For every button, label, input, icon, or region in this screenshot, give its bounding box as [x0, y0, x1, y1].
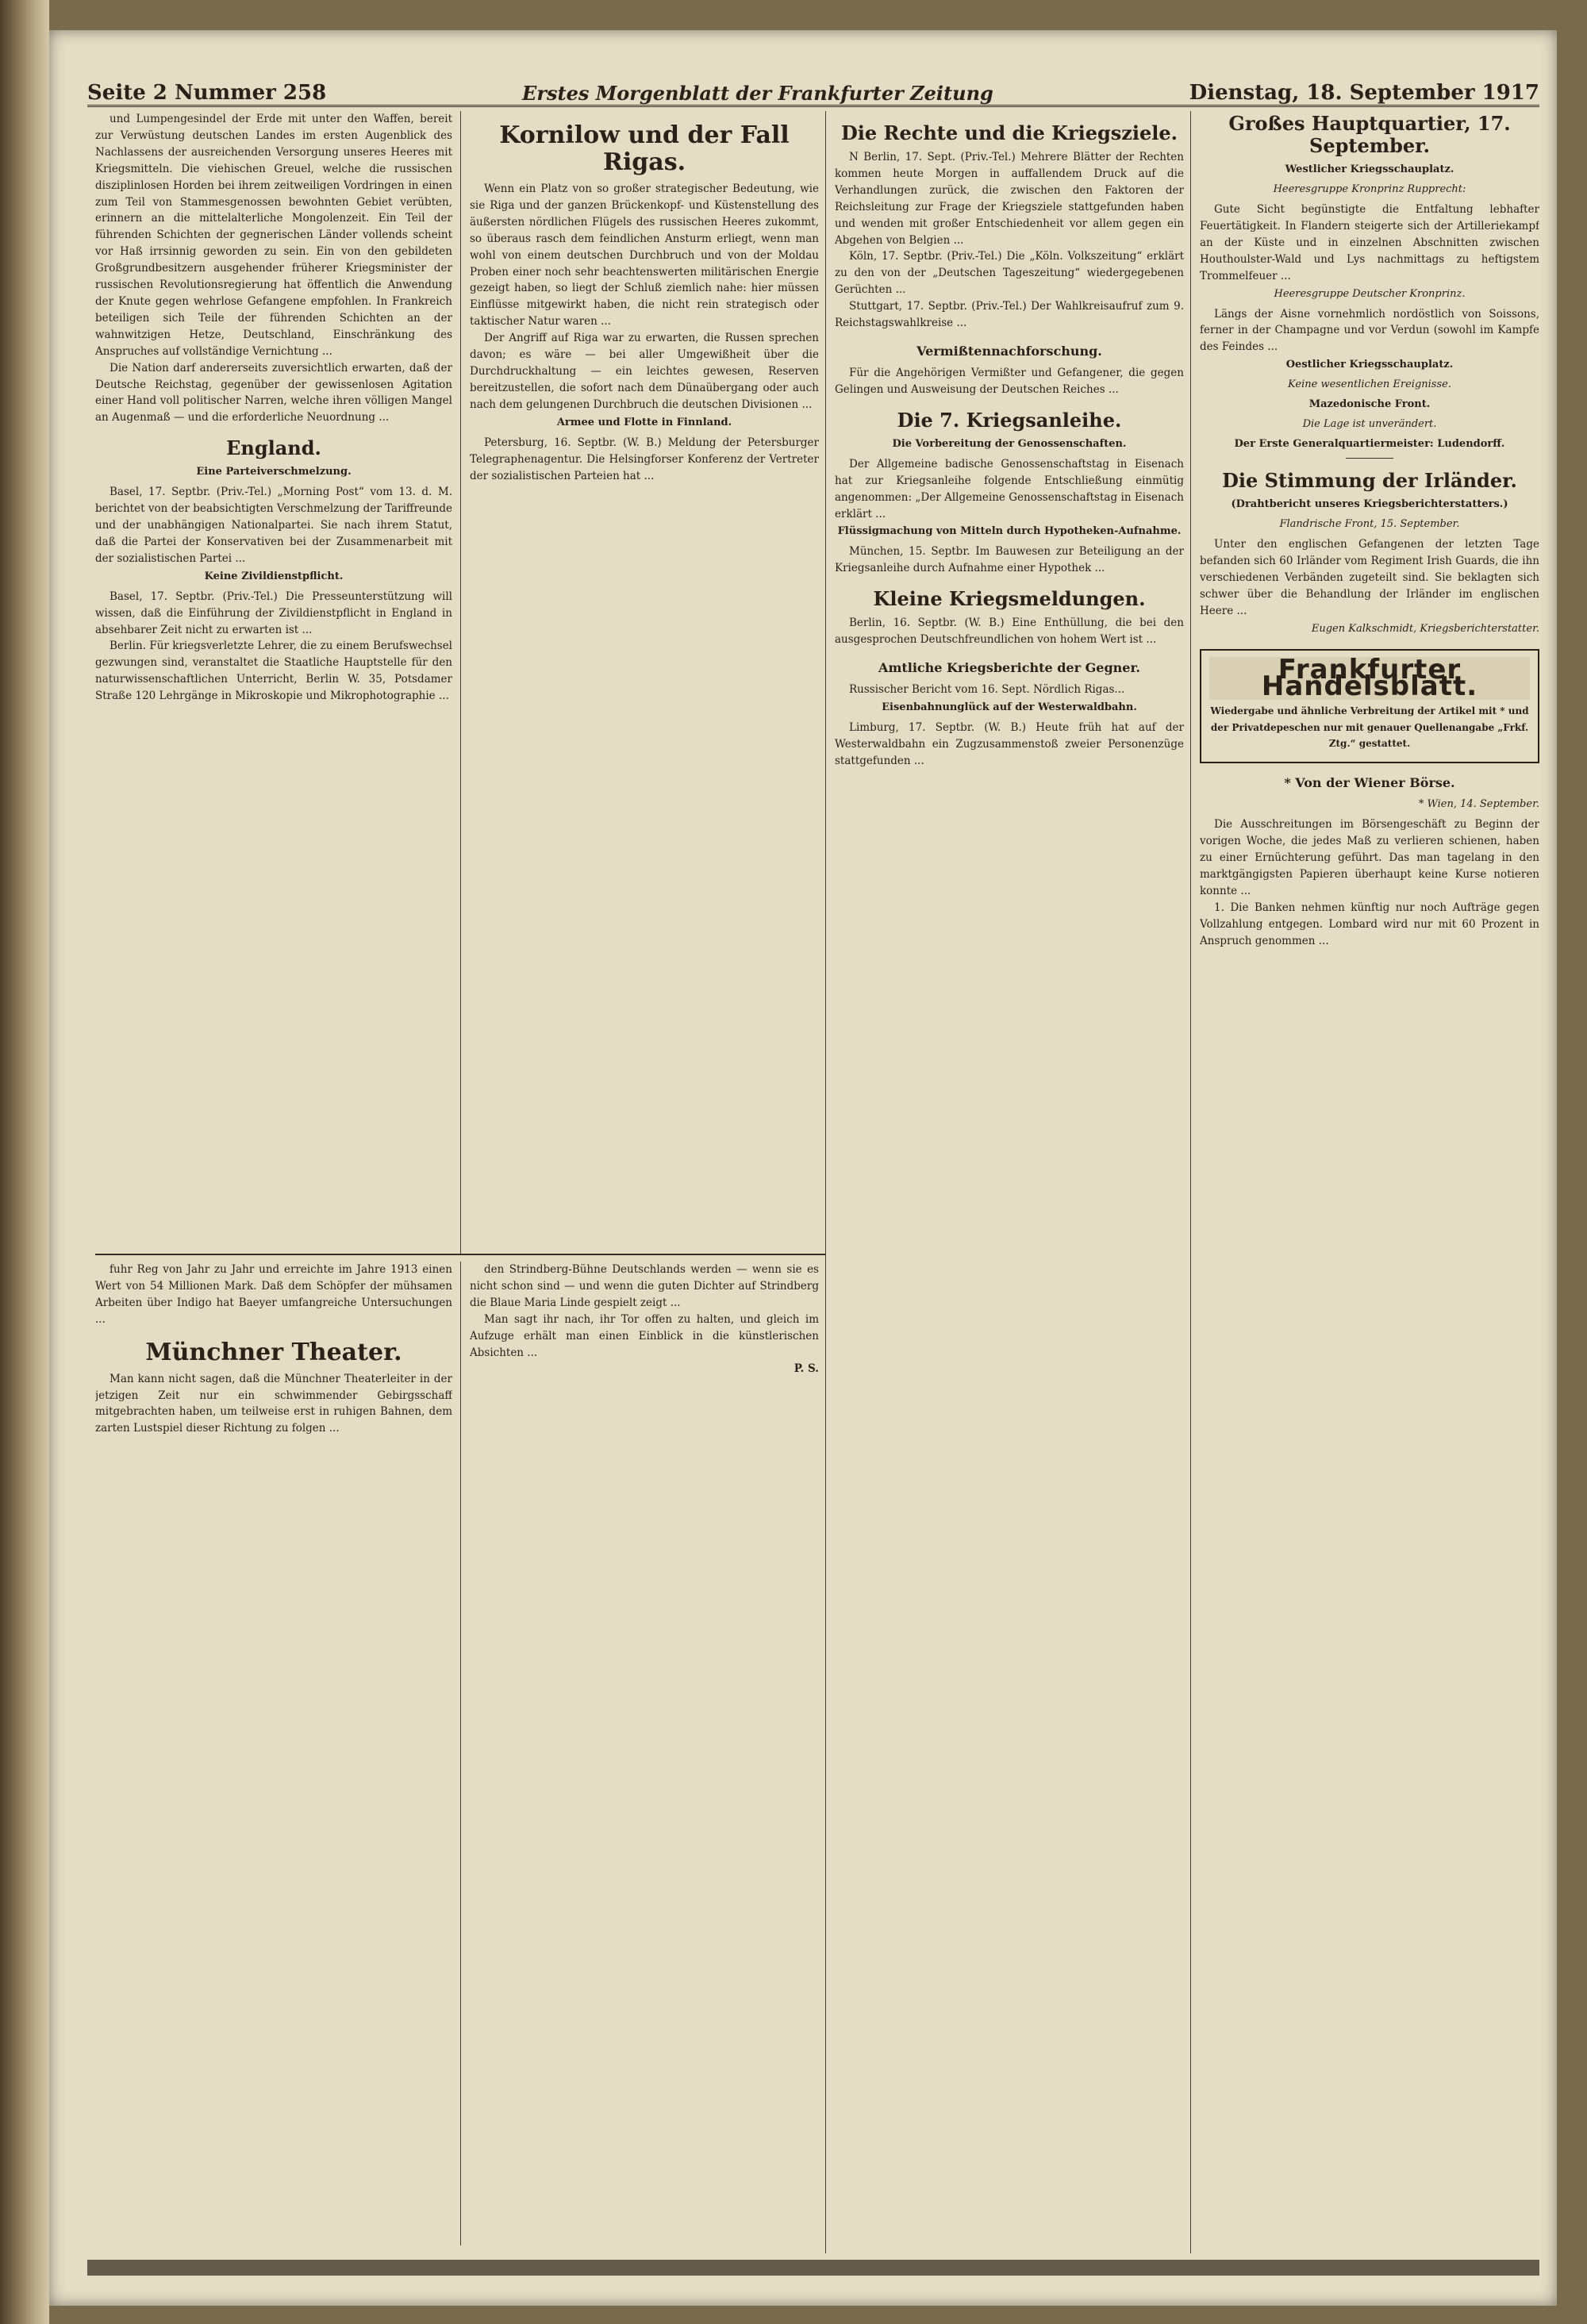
article-headline: Großes Hauptquartier, 17. September.	[1228, 112, 1511, 157]
subheading: (Drahtbericht unseres Kriegsberichterstatters.)	[1231, 498, 1508, 511]
report-text: Keine wesentlichen Ereignisse.	[1288, 378, 1451, 391]
column-rule	[825, 111, 826, 2253]
article-text: Limburg, 17. Septbr. (W. B.) Heute früh hat auf der Westerwaldbahn ein Zugzusammenstoß zweier Personenzüge stattgefunden ...	[835, 720, 1184, 767]
signature: Der Erste Generalquartiermeister: Ludendorff.	[1234, 438, 1505, 451]
section-heading: Amtliche Kriegsberichte der Gegner.	[878, 660, 1140, 676]
section-heading: * Von der Wiener Börse.	[1284, 775, 1455, 791]
handelsblatt-box	[1200, 649, 1539, 764]
column-rule	[460, 111, 461, 1254]
article-text: Der Angriff auf Riga war zu erwarten, die Russen sprechen davon; es wäre — bei aller Umgewißheit über die Durchdruckhaltung — ein leichtes gewesen, Reserven bereitzustellen, die sofort nach dem Dünaübergang oder auch nach dem gelungenen Durchbruch die deutschen Divisionen ...	[470, 332, 819, 411]
article-text: München, 15. Septbr. Im Bauwesen zur Beteiligung an der Kriegsanleihe durch Aufnahme einer Hypothek ...	[835, 545, 1184, 575]
feuilleton-left	[95, 1262, 452, 2245]
column-2	[470, 111, 819, 1246]
subheading: Mazedonische Front.	[1308, 398, 1431, 411]
subheading: Heeresgruppe Kronprinz Rupprecht:	[1273, 183, 1466, 195]
column-3	[835, 111, 1184, 2245]
signature: Eugen Kalkschmidt, Kriegsberichterstatter.	[1311, 622, 1539, 635]
article-text: Die Nation darf andererseits zuversichtlich erwarten, daß der Deutsche Reichstag, gegenüber der gewissenlosen Agitation einer Hand voll politischer Narren, welche ihren völligen Mangel an Augenmaß — und die erforderliche Neuordnung ...	[95, 361, 452, 424]
article-text: 1. Die Banken nehmen künftig nur noch Aufträge gegen Vollzahlung entgegen. Lombard wird nur mit 60 Prozent in Anspruch genommen ...	[1200, 901, 1539, 947]
article-text: Längs der Aisne vornehmlich nordöstlich von Soissons, ferner in der Champagne und vor Verdun (sowohl im Kampfe des Feindes ...	[1200, 307, 1539, 354]
article-headline: Kornilow und der Fall Rigas.	[499, 121, 790, 176]
page-number: Seite 2 Nummer 258	[87, 81, 327, 105]
section-heading: Kleine Kriegsmeldungen.	[873, 587, 1146, 611]
article-text: Köln, 17. Septbr. (Priv.-Tel.) Die „Köln. Volkszeitung“ erklärt zu den von der „Deutschen Tageszeitung“ wiedergegebenen Gerüchten ...	[835, 250, 1184, 297]
paper-title: Erstes Morgenblatt der Frankfurter Zeitung	[522, 82, 993, 105]
handelsblatt-note: Wiedergabe und ähnliche Verbreitung der Artikel mit * und der Privatdepeschen nur mit genauer Quellenangabe „Frkf. Ztg.“ gestattet.	[1210, 705, 1529, 750]
report-text: Die Lage ist unverändert.	[1302, 418, 1437, 431]
page-bottom-edge	[87, 2260, 1539, 2276]
article-text: den Strindberg-Bühne Deutschlands werden — wenn sie es nicht schon sind — und wenn die guten Dichter auf Strindberg die Blaue Maria Linde gespielt zeigt ...	[470, 1263, 819, 1309]
column-rule	[460, 1262, 461, 2245]
article-text: Stuttgart, 17. Septbr. (Priv.-Tel.) Der Wahlkreisaufruf zum 9. Reichstagswahlkreise ...	[835, 300, 1184, 330]
subheading: Keine Zivildienstpflicht.	[204, 570, 344, 582]
book-spine	[0, 0, 49, 2324]
divider	[1346, 458, 1393, 459]
section-heading: Münchner Theater.	[145, 1338, 402, 1366]
masthead	[87, 70, 1539, 107]
subheading: Armee und Flotte in Finnland.	[556, 416, 732, 428]
article-text: Man sagt ihr nach, ihr Tor offen zu halten, und gleich im Aufzuge erhält man einen Einblick in die künstlerischen Absichten ...	[470, 1312, 819, 1359]
section-heading: Die 7. Kriegsanleihe.	[897, 408, 1122, 432]
subheading: Die Vorbereitung der Genossenschaften.	[892, 437, 1127, 450]
article-text: Gute Sicht begünstigte die Entfaltung lebhafter Feuertätigkeit. In Flandern steigerte sich der Artilleriekampf an der Küste und in einzelnen Abschnitten zwischen Houthoulster-Wald und Lys nachmittags zu heftigstem Trommelfeuer ...	[1200, 203, 1539, 282]
article-text: Basel, 17. Septbr. (Priv.-Tel.) Die Presseunterstützung will wissen, daß die Einführung der Zivildienstpflicht in England in absehbarer Zeit nicht zu erwarten ist ...	[95, 590, 452, 636]
article-text: fuhr Reg von Jahr zu Jahr und erreichte im Jahre 1913 einen Wert von 54 Millionen Mark. Daß dem Schöpfer der mühsamen Arbeiten über Indigo hat Baeyer umfangreiche Untersuchungen ...	[95, 1263, 452, 1326]
article-text: Berlin, 16. Septbr. (W. B.) Eine Enthüllung, die bei den ausgesprochen Deutschfreundlichen von hohem Wert ist ...	[835, 617, 1184, 647]
article-text: Wenn ein Platz von so großer strategischer Bedeutung, wie sie Riga und der ganzen Brückenkopf- und Küstenstellung des äußersten nördlichen Flügels des russischen Heeres zukommt, so überaus rasch dem feindlichen Ansturm erliegt, wenn man wohl von einem deutschen Durchbruch und von der Moldau Proben einer noch sehr beachtenswerten militärischen Energie gezeigt haben, so liegt der Schluß ziemlich nahe: hier müssen Einflüsse mitgewirkt haben, die nicht rein strategisch oder taktischer Natur waren ...	[470, 182, 819, 328]
article-text: Unter den englischen Gefangenen der letzten Tage befanden sich 60 Irländer vom Regiment Irish Guards, die ihn verschiedenen Verbänden zugeteilt sind. Sie beklagten sich schwer über die Behandlung der Irländer im englischen Heere ...	[1200, 538, 1539, 617]
article-text: und Lumpengesindel der Erde mit unter den Waffen, bereit zur Verwüstung deutschen Landes im ersten Augenblick des Nachlassens der ausreichenden Versorgung unseres Heeres mit Kriegsmitteln. Die viehischen Greuel, welche die russischen disziplinlosen Horden bei ihrem zeitweiligen Vordringen in einen zum Teil von Stammesgenossen bewohnten Gebiet verübten, erinnern an die mittelalterliche Mongolenzeit. Ein Teil der führenden Schichten der gegnerischen Länder vollends scheint vor Haß irrsinnig geworden zu sein. Ein von den gebildeten Großgrundbesitzern ausgehender früherer Kriegsminister der russischen Revolutionsregierung hat öffentlich die Anwendung der Knute gegen wehrlose Gefangene empfohlen. In Frankreich beteiligen sich Teile der führenden Schichten an der wahnwitzigen Hetze, Deutschland, Einschränkung des Anspruches auf vollständige Vernichtung ...	[95, 113, 452, 358]
article-text: Petersburg, 16. Septbr. (W. B.) Meldung der Petersburger Telegraphenagentur. Die Helsingforser Konferenz der Vertreter der sozialistischen Parteien hat ...	[470, 436, 819, 482]
subheading: Eisenbahnunglück auf der Westerwaldbahn.	[882, 701, 1137, 713]
article-text: Basel, 17. Septbr. (Priv.-Tel.) „Morning Post“ vom 13. d. M. berichtet von der beabsichtigten Verschmelzung der Tariffreunde und der unabhängigen Nationalpartei. Sie nach ihrem Statut, daß die Partei der Konservativen bei der Zusammenarbeit mit der sozialistischen Partei ...	[95, 486, 452, 565]
article-text: Der Allgemeine badische Genossenschaftstag in Eisenach hat zur Kriegsanleihe folgende Entschließung einmütig angenommen: „Der Allgemeine Genossenschaftstag in Eisenach erklärt ...	[835, 457, 1184, 520]
horizontal-rule	[95, 1254, 825, 1255]
article-headline: Die Stimmung der Irländer.	[1222, 469, 1517, 493]
article-headline: Die Rechte und die Kriegsziele.	[840, 121, 1178, 144]
article-text: N Berlin, 17. Sept. (Priv.-Tel.) Mehrere Blätter der Rechten kommen heute Morgen in auffallendem Druck auf die Verhandlungen zurück, die zwischen den Faktoren der Reichsleitung zur Frage der Kriegsziele stattgefunden haben und wenden mit großer Entschiedenheit vor allem gegen ein Abgehen von Belgien ...	[835, 151, 1184, 247]
handelsblatt-title: Frankfurter Handelsblatt.	[1209, 657, 1530, 700]
article-text: Für die Angehörigen Vermißter und Gefangener, die gegen Gelingen und Ausweisung der Deutschen Reiches ...	[835, 366, 1184, 396]
article-text: Russischer Bericht vom 16. Sept. Nördlich Rigas...	[849, 683, 1125, 697]
subheading: Heeresgruppe Deutscher Kronprinz.	[1274, 287, 1466, 300]
column-4	[1200, 111, 1539, 2245]
issue-date: Dienstag, 18. September 1917	[1189, 81, 1539, 105]
subheading: Westlicher Kriegsschauplatz.	[1285, 163, 1454, 175]
subheading: Oestlicher Kriegsschauplatz.	[1285, 359, 1454, 371]
subheading: Flüssigmachung von Mitteln durch Hypotheken-Aufnahme.	[837, 525, 1182, 538]
column-1	[95, 111, 452, 1246]
article-text: Berlin. Für kriegsverletzte Lehrer, die zu einem Berufswechsel gezwungen sind, veranstaltet die Staatliche Hauptstelle für den naturwissenschaftlichen Unterricht, Berlin W. 35, Potsdamer Straße 120 Lehrgänge in Mikroskopie und Mikrophotographie ...	[95, 640, 452, 703]
article-text: Die Ausschreitungen im Börsengeschäft zu Beginn der vorigen Woche, die jedes Maß zu verlieren schienen, haben zu einer Ernüchterung geführt. Das man tagelang in den marktgängigsten Papieren überhaupt keine Kurse notieren konnte ...	[1200, 818, 1539, 897]
feuilleton-mid	[470, 1262, 819, 2245]
article-text: Man kann nicht sagen, daß die Münchner Theaterleiter in der jetzigen Zeit nur ein schwimmender Gebirgsschaff mitgebrachten haben, um teilweise erst in ruhigen Bahnen, dem zarten Lustspiel dieser Richtung zu folgen ...	[95, 1372, 452, 1435]
dateline: Flandrische Front, 15. September.	[1279, 518, 1460, 531]
section-heading: Vermißtennachforschung.	[916, 343, 1102, 359]
subheading: Eine Parteiverschmelzung.	[196, 466, 352, 478]
section-heading: England.	[226, 436, 321, 460]
column-rule	[1190, 111, 1191, 2253]
signature: P. S.	[794, 1362, 819, 1376]
dateline: * Wien, 14. September.	[1418, 798, 1539, 811]
